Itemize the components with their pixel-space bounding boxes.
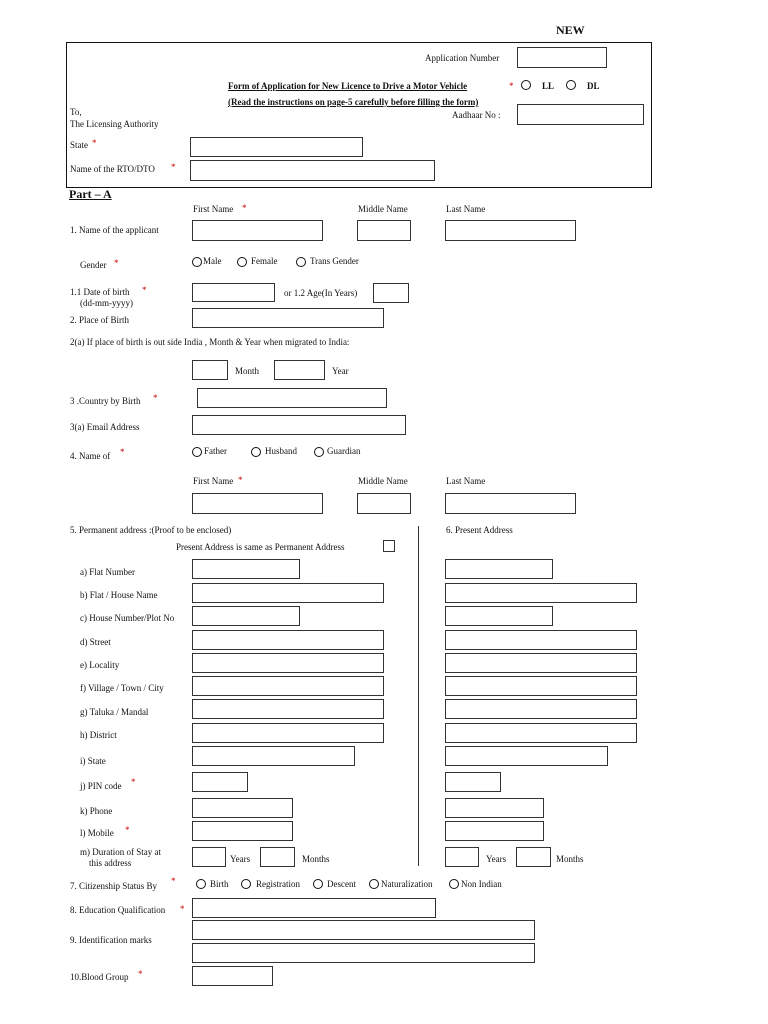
pres-months-label: Months [556, 854, 584, 864]
pres-flat-name-input[interactable] [445, 583, 637, 603]
address-divider [418, 526, 419, 866]
perm-taluka-input[interactable] [192, 699, 384, 719]
required-mark: * [171, 876, 176, 886]
relation-guardian-label: Guardian [327, 446, 361, 456]
gender-male-radio[interactable] [192, 257, 202, 267]
pres-months-input[interactable] [516, 847, 551, 867]
applicant-last-name-input[interactable] [445, 220, 576, 241]
email-label: 3(a) Email Address [70, 422, 140, 432]
relation-middle-name-label: Middle Name [358, 476, 408, 486]
required-mark: * [238, 475, 243, 485]
part-a-title: Part – A [69, 187, 112, 201]
citizenship-registration-label: Registration [256, 879, 300, 889]
gender-female-radio[interactable] [237, 257, 247, 267]
mobile-label: l) Mobile [80, 828, 114, 838]
citizenship-naturalization-label: Naturalization [381, 879, 433, 889]
pres-flat-number-input[interactable] [445, 559, 553, 579]
required-mark: * [509, 81, 514, 91]
first-name-label: First Name [193, 204, 234, 214]
pres-mobile-input[interactable] [445, 821, 544, 841]
gender-label: Gender [80, 260, 107, 270]
relation-last-name-label: Last Name [446, 476, 486, 486]
required-mark: * [125, 825, 130, 835]
aadhaar-input[interactable] [517, 104, 644, 125]
required-mark: * [242, 203, 247, 213]
pres-years-label: Years [486, 854, 507, 864]
citizenship-naturalization-radio[interactable] [369, 879, 379, 889]
street-label: d) Street [80, 637, 111, 647]
education-label: 8. Education Qualification [70, 905, 166, 915]
middle-name-label: Middle Name [358, 204, 408, 214]
required-mark: * [114, 258, 119, 268]
pres-locality-input[interactable] [445, 653, 637, 673]
authority-label: The Licensing Authority [70, 119, 159, 129]
email-input[interactable] [192, 415, 406, 435]
citizenship-non-indian-label: Non Indian [461, 879, 502, 889]
form-subtitle: (Read the instructions on page-5 carefully before filling the form) [228, 97, 479, 107]
perm-flat-number-input[interactable] [192, 559, 300, 579]
place-of-birth-label: 2. Place of Birth [70, 315, 129, 325]
required-mark: * [120, 447, 125, 457]
citizenship-birth-label: Birth [210, 879, 229, 889]
gender-trans-radio[interactable] [296, 257, 306, 267]
applicant-name-label: 1. Name of the applicant [70, 225, 159, 235]
dob-label: 1.1 Date of birth [70, 287, 130, 297]
perm-house-number-input[interactable] [192, 606, 300, 626]
age-label: or 1.2 Age(In Years) [284, 288, 358, 298]
new-label: NEW [556, 23, 585, 37]
citizenship-registration-radio[interactable] [241, 879, 251, 889]
perm-locality-input[interactable] [192, 653, 384, 673]
pres-street-input[interactable] [445, 630, 637, 650]
migration-year-input[interactable] [274, 360, 325, 380]
citizenship-label: 7. Citizenship Status By [70, 881, 158, 891]
perm-street-input[interactable] [192, 630, 384, 650]
citizenship-descent-radio[interactable] [313, 879, 323, 889]
perm-mobile-input[interactable] [192, 821, 293, 841]
taluka-label: g) Taluka / Mandal [80, 707, 149, 717]
relation-middle-name-input[interactable] [357, 493, 411, 514]
citizenship-descent-label: Descent [327, 879, 356, 889]
required-mark: * [153, 393, 158, 403]
place-of-birth-input[interactable] [192, 308, 384, 328]
age-input[interactable] [373, 283, 409, 303]
relation-first-name-input[interactable] [192, 493, 323, 514]
district-label: h) District [80, 730, 117, 740]
relation-last-name-input[interactable] [445, 493, 576, 514]
perm-village-input[interactable] [192, 676, 384, 696]
pres-phone-input[interactable] [445, 798, 544, 818]
gender-female-label: Female [251, 256, 278, 266]
perm-years-label: Years [230, 854, 251, 864]
permanent-address-label: 5. Permanent address :(Proof to be enclosed) [70, 525, 232, 535]
migration-month-input[interactable] [192, 360, 228, 380]
country-label: 3 .Country by Birth [70, 396, 141, 406]
to-label: To, [70, 107, 82, 117]
citizenship-birth-radio[interactable] [196, 879, 206, 889]
relation-first-name-label: First Name [193, 476, 234, 486]
village-label: f) Village / Town / City [80, 683, 164, 693]
outside-india-label: 2(a) If place of birth is out side India , Month & Year when migrated to India: [70, 337, 350, 347]
required-mark: * [180, 904, 185, 914]
identification-input-1[interactable] [192, 920, 535, 940]
required-mark: * [138, 969, 143, 979]
application-number-label: Application Number [425, 53, 500, 63]
perm-months-label: Months [302, 854, 330, 864]
identification-label: 9. Identification marks [70, 935, 152, 945]
pres-district-input[interactable] [445, 723, 637, 743]
perm-months-input[interactable] [260, 847, 295, 867]
relation-husband-radio[interactable] [251, 447, 261, 457]
pres-pin-input[interactable] [445, 772, 501, 792]
applicant-middle-name-input[interactable] [357, 220, 411, 241]
pres-state-input[interactable] [445, 746, 608, 766]
gender-male-label: Male [203, 256, 222, 266]
identification-input-2[interactable] [192, 943, 535, 963]
pres-years-input[interactable] [445, 847, 479, 867]
rto-input[interactable] [190, 160, 435, 181]
required-mark: * [171, 162, 176, 172]
addr-state-label: i) State [80, 756, 106, 766]
dl-radio[interactable] [566, 80, 576, 90]
present-address-label: 6. Present Address [446, 525, 513, 535]
duration-label: m) Duration of Stay at [80, 847, 161, 857]
month-label: Month [235, 366, 260, 376]
citizenship-non-indian-radio[interactable] [449, 879, 459, 889]
form-title: Form of Application for New Licence to Drive a Motor Vehicle [228, 81, 468, 91]
phone-label: k) Phone [80, 806, 113, 816]
relation-husband-label: Husband [265, 446, 297, 456]
pres-taluka-input[interactable] [445, 699, 637, 719]
dob-format: (dd-mm-yyyy) [80, 298, 133, 308]
education-input[interactable] [192, 898, 436, 918]
state-label: State [70, 140, 88, 150]
year-label: Year [332, 366, 349, 376]
dob-input[interactable] [192, 283, 275, 302]
perm-district-input[interactable] [192, 723, 384, 743]
perm-pin-input[interactable] [192, 772, 248, 792]
duration-label-2: this address [89, 858, 132, 868]
same-address-label: Present Address is same as Permanent Address [176, 542, 345, 552]
relation-father-label: Father [204, 446, 227, 456]
flat-name-label: b) Flat / House Name [80, 590, 158, 600]
application-number-input[interactable] [517, 47, 607, 68]
blood-group-input[interactable] [192, 966, 273, 986]
house-number-label: c) House Number/Plot No [80, 613, 175, 623]
ll-label: LL [542, 81, 555, 91]
required-mark: * [142, 285, 147, 295]
aadhaar-label: Aadhaar No : [452, 110, 501, 120]
name-of-label: 4. Name of [70, 451, 111, 461]
perm-phone-input[interactable] [192, 798, 293, 818]
relation-father-radio[interactable] [192, 447, 202, 457]
locality-label: e) Locality [80, 660, 120, 670]
ll-radio[interactable] [521, 80, 531, 90]
perm-state-input[interactable] [192, 746, 355, 766]
last-name-label: Last Name [446, 204, 486, 214]
same-address-checkbox[interactable] [383, 540, 395, 552]
state-input[interactable] [190, 137, 363, 157]
blood-group-label: 10.Blood Group [70, 972, 129, 982]
country-input[interactable] [197, 388, 387, 408]
perm-flat-name-input[interactable] [192, 583, 384, 603]
perm-years-input[interactable] [192, 847, 226, 867]
flat-number-label: a) Flat Number [80, 567, 135, 577]
required-mark: * [131, 777, 136, 787]
rto-label: Name of the RTO/DTO [70, 164, 155, 174]
pres-house-number-input[interactable] [445, 606, 553, 626]
dl-label: DL [587, 81, 600, 91]
pres-village-input[interactable] [445, 676, 637, 696]
relation-guardian-radio[interactable] [314, 447, 324, 457]
required-mark: * [92, 138, 97, 148]
applicant-first-name-input[interactable] [192, 220, 323, 241]
gender-trans-label: Trans Gender [310, 256, 359, 266]
pin-label: j) PIN code [80, 781, 122, 791]
